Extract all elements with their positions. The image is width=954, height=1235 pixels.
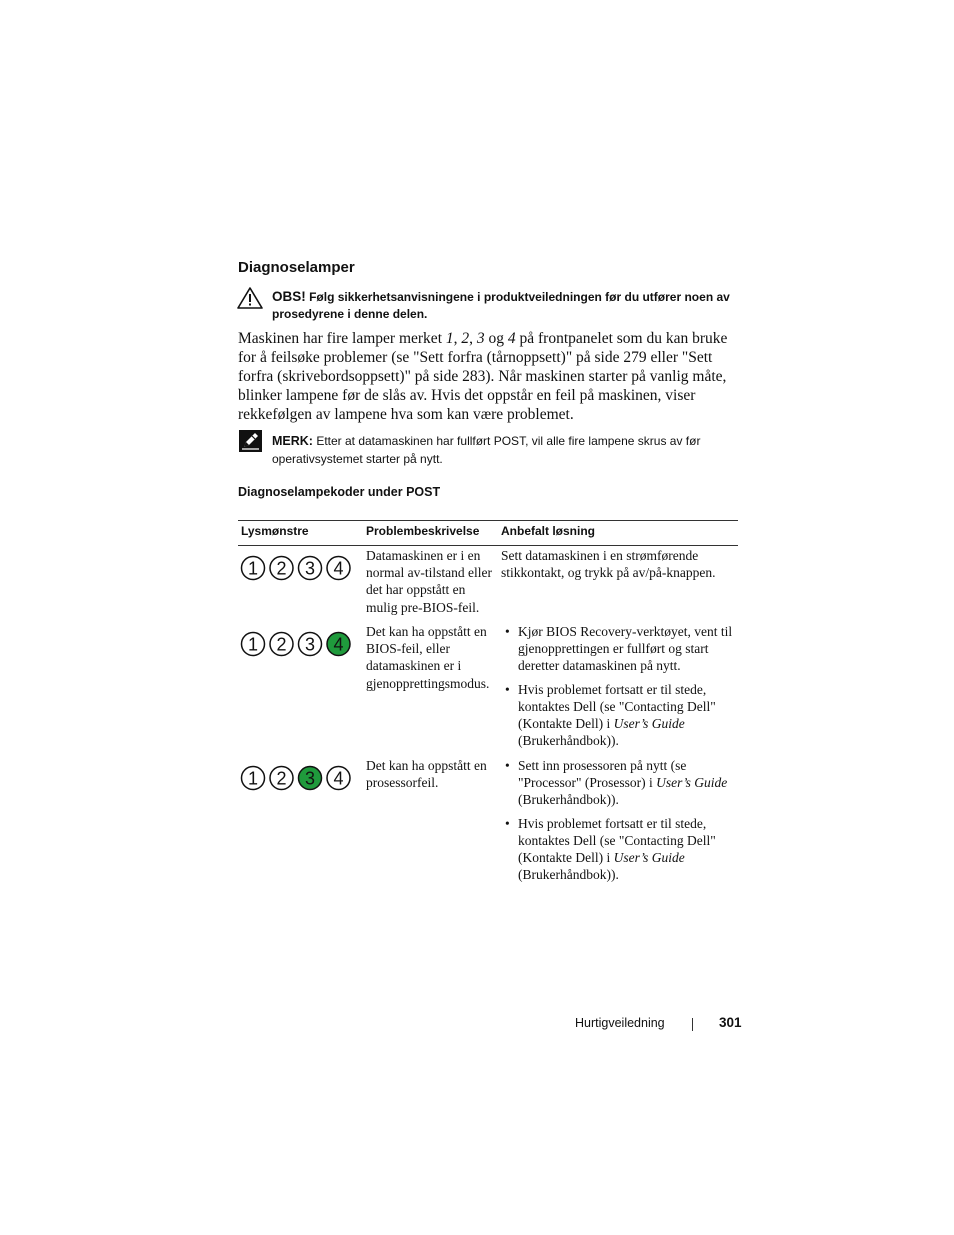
diagnostic-light-label: 4 (333, 768, 344, 789)
intro-text-start: Maskinen har fire lamper merket (238, 330, 446, 347)
solution-bullet: • Sett inn prosessoren på nytt (se "Processor" (Prosessor) i User’s Guide (Brukerhåndbok)). (505, 758, 728, 808)
problem-description: Det kan ha oppstått en prosessorfeil. (366, 758, 487, 791)
caution-text: Følg sikkerhetsanvisningene i produktveiledningen før du utfører noen av prosedyrene i denne delen. (272, 290, 730, 321)
recommended-solution (501, 623, 738, 755)
diagnostic-light-label: 2 (276, 558, 287, 579)
diagnostic-light-3-off (299, 557, 322, 580)
diagnostic-light-label: 4 (333, 634, 344, 655)
diagnostic-light-3-off (299, 633, 322, 656)
column-header-solution: Anbefalt løsning (501, 524, 595, 538)
section-heading: Diagnoselamper (238, 259, 355, 276)
diagnostic-light-4-on (327, 633, 350, 656)
solution-bullet: • Kjør BIOS Recovery-verktøyet, vent til gjenopprettingen er fullført og start deretter datamaskinen på nytt. (505, 624, 733, 674)
intro-paragraph (238, 329, 738, 424)
diagnostic-light-4-off (327, 557, 350, 580)
table-header-rule (238, 545, 738, 546)
caution-label: OBS! (272, 289, 306, 304)
solution-bullet: • Hvis problemet fortsatt er til stede, kontaktes Dell (se "Contacting Dell" (Kontakte Dell) i User’s Guide (Brukerhåndbok)). (505, 681, 716, 749)
intro-text-end: på frontpanelet som du kan bruke for å feilsøke problemer (se "Sett forfra (tårnoppsett)" på side 279 eller "Sett forfra (skrivebordsoppsett)" på side 283). Når maskinen starter på vanlig måte, blinker lampene før de slås av. Hvis det oppstår en feil på maskinen, viser rekkefølgen av lampene hva som kan være problemet. (238, 330, 728, 423)
solution-text: Hvis problemet fortsatt er til stede, kontaktes Dell (se "Contacting Dell" (Kontakte Dell) i (518, 681, 716, 732)
note-text: Etter at datamaskinen har fullført POST, vil alle fire lampene skrus av før operativsystemet starter på nytt. (272, 434, 701, 466)
solution-bullet: • Hvis problemet fortsatt er til stede, kontaktes Dell (se "Contacting Dell" (Kontakte Dell) i User’s Guide (Brukerhåndbok)). (505, 815, 716, 883)
intro-sep-3: og (484, 330, 508, 347)
diagnostic-light-2-off (270, 767, 293, 790)
recommended-solution: Sett datamaskinen i en strømførende stikkontakt, og trykk på av/på-knappen. (501, 548, 716, 581)
diagnostic-light-label: 1 (247, 768, 259, 789)
solution-text: Sett inn prosessoren på nytt (se "Processor" (Prosessor) i (518, 758, 687, 791)
intro-sep-2: , (469, 330, 477, 347)
diagnostic-light-1-off (242, 767, 265, 790)
intro-lamp-4: 4 (507, 330, 516, 347)
diagnostic-light-label: 4 (333, 558, 344, 579)
light-pattern (240, 630, 352, 658)
recommended-solution (501, 757, 738, 889)
diagnostic-light-2-off (270, 557, 293, 580)
footer-separator (692, 1018, 693, 1031)
table-top-rule (238, 520, 738, 521)
intro-sep-1: , (453, 330, 462, 347)
page-number: 301 (719, 1015, 742, 1030)
intro-lamp-2: 2 (461, 330, 470, 347)
solution-text: Hvis problemet fortsatt er til stede, kontaktes Dell (se "Contacting Dell" (Kontakte Dell) i (518, 815, 716, 866)
warning-triangle-icon (237, 287, 263, 309)
caution-notice (272, 288, 742, 323)
diagnostic-light-label: 3 (304, 634, 316, 655)
column-header-description: Problembeskrivelse (366, 524, 480, 538)
diagnostic-light-label: 3 (304, 768, 316, 789)
light-pattern (240, 554, 352, 582)
diagnostic-light-label: 3 (304, 558, 316, 579)
problem-description: Det kan ha oppstått en BIOS-feil, eller datamaskinen er i gjenopprettingsmodus. (366, 624, 490, 691)
note-notice (272, 432, 742, 468)
problem-description: Datamaskinen er i en normal av-tilstand eller det har oppstått en mulig pre-BIOS-feil. (366, 548, 492, 615)
diagnostic-light-label: 1 (247, 558, 259, 579)
note-pencil-icon (239, 430, 262, 452)
solution-text-end: (Brukerhåndbok)). (518, 867, 619, 883)
note-label: MERK: (272, 434, 313, 448)
solution-text-end: (Brukerhåndbok)). (518, 792, 619, 808)
guide-title: User’s Guide (613, 716, 685, 732)
column-header-pattern: Lysmønstre (241, 524, 309, 538)
footer-section-name: Hurtigveiledning (575, 1016, 665, 1030)
diagnostic-light-label: 1 (247, 634, 259, 655)
table-title: Diagnoselampekoder under POST (238, 485, 441, 499)
diagnostic-light-label: 2 (276, 768, 287, 789)
intro-lamp-3: 3 (476, 330, 485, 347)
diagnostic-light-2-off (270, 633, 293, 656)
light-pattern (240, 764, 352, 792)
guide-title: User’s Guide (613, 850, 685, 866)
solution-text-end: (Brukerhåndbok)). (518, 733, 619, 749)
diagnostic-light-label: 2 (276, 634, 287, 655)
solution-text: Kjør BIOS Recovery-verktøyet, vent til gjenopprettingen er fullført og start deretter datamaskinen på nytt. (518, 624, 733, 674)
diagnostic-light-3-on (299, 767, 322, 790)
guide-title: User’s Guide (656, 775, 728, 791)
intro-lamp-1: 1 (445, 330, 454, 347)
diagnostic-light-1-off (242, 557, 265, 580)
diagnostic-light-4-off (327, 767, 350, 790)
diagnostic-light-1-off (242, 633, 265, 656)
